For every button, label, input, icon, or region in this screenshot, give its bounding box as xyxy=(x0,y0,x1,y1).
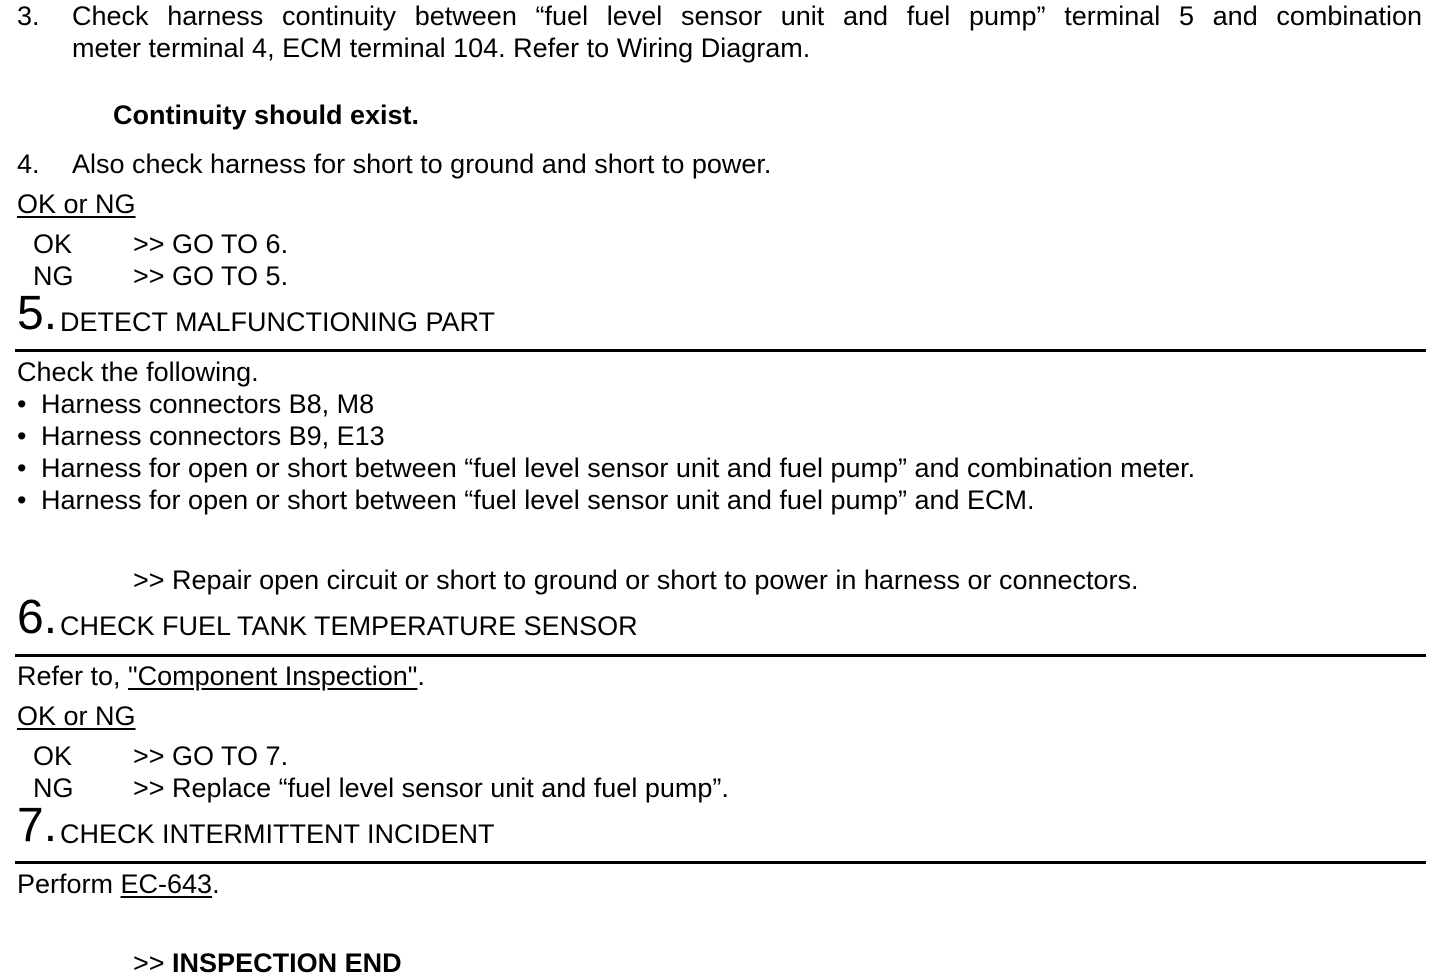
step-title: CHECK FUEL TANK TEMPERATURE SENSOR xyxy=(60,611,638,641)
section-divider xyxy=(15,349,1426,352)
step-number: 6. xyxy=(17,591,58,644)
item-4-text: Also check harness for short to ground and short to power. xyxy=(72,149,772,179)
list-item: Harness for open or short between “fuel level sensor unit and fuel pump” and ECM. xyxy=(41,485,1035,515)
bullet-icon: • xyxy=(17,389,27,419)
section-divider xyxy=(15,654,1426,657)
list-item: Harness for open or short between “fuel level sensor unit and fuel pump” and combination meter. xyxy=(41,453,1196,483)
ng-result: >> Replace “fuel level sensor unit and fuel pump”. xyxy=(133,773,729,803)
item-3-text-line1: Check harness continuity between “fuel level sensor unit and fuel pump” terminal 5 and combination xyxy=(72,1,1422,31)
bullet-icon: • xyxy=(17,453,27,483)
ok-or-ng-heading: OK or NG xyxy=(17,701,136,731)
ok-result: >> GO TO 6. xyxy=(133,229,289,259)
ok-or-ng-heading: OK or NG xyxy=(17,189,136,219)
ng-result: >> GO TO 5. xyxy=(133,261,289,291)
bullet-icon: • xyxy=(17,485,27,515)
item-number-4: 4. xyxy=(17,149,40,179)
ng-label: NG xyxy=(33,773,74,803)
step-number: 5. xyxy=(17,287,58,340)
check-intro: Check the following. xyxy=(17,357,259,387)
inspection-end: >> INSPECTION END xyxy=(133,948,402,978)
step-title: CHECK INTERMITTENT INCIDENT xyxy=(60,819,495,849)
ok-label: OK xyxy=(33,741,73,771)
item-3-text-line2: meter terminal 4, ECM terminal 104. Refer to Wiring Diagram. xyxy=(72,33,811,63)
ng-label: NG xyxy=(33,261,74,291)
step-number: 7. xyxy=(17,799,58,852)
ok-label: OK xyxy=(33,229,73,259)
component-inspection-link[interactable]: "Component Inspection" xyxy=(128,661,418,691)
refer-text: Refer to, "Component Inspection". xyxy=(17,661,425,691)
section-divider xyxy=(15,861,1426,864)
list-item: Harness connectors B8, M8 xyxy=(41,389,375,419)
ok-result: >> GO TO 7. xyxy=(133,741,289,771)
bullet-icon: • xyxy=(17,421,27,451)
list-item: Harness connectors B9, E13 xyxy=(41,421,385,451)
ec-643-link[interactable]: EC-643 xyxy=(120,869,213,899)
perform-text: Perform EC-643. xyxy=(17,869,220,899)
repair-action: >> Repair open circuit or short to ground or short to power in harness or connectors. xyxy=(133,565,1139,595)
item-number-3: 3. xyxy=(17,1,40,31)
step-title: DETECT MALFUNCTIONING PART xyxy=(60,307,496,337)
continuity-note: Continuity should exist. xyxy=(113,100,420,130)
